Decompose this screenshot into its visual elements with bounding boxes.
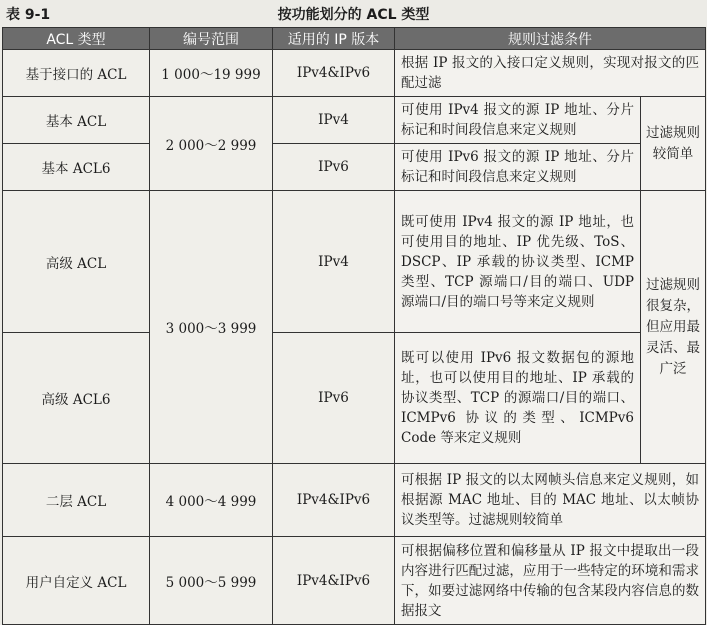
number-range-cell: 5 000～5 999 xyxy=(150,537,273,625)
acl-type-cell: 基本 ACL6 xyxy=(3,144,150,191)
table-caption xyxy=(0,0,707,26)
header-number-range: 编号范围 xyxy=(150,28,273,50)
acl-type-cell: 二层 ACL xyxy=(3,464,150,537)
table-row xyxy=(3,464,706,537)
table-row xyxy=(3,97,706,144)
filter-condition-cell: 可根据偏移位置和偏移量从 IP 报文中提取出一段内容进行匹配过滤，应用于一些特定的环境和需求下，如要过滤网络中传输的包含某段内容信息的数据报文 xyxy=(395,537,706,625)
acl-type-cell: 高级 ACL6 xyxy=(3,333,150,464)
ip-version-cell: IPv4&IPv6 xyxy=(273,537,395,625)
table-row xyxy=(3,191,706,333)
filter-condition-cell: 可根据 IP 报文的以太网帧头信息来定义规则，如根据源 MAC 地址、目的 MAC 地址、以太帧协议类型等。过滤规则较简单 xyxy=(395,464,706,537)
table-row xyxy=(3,333,706,464)
rule-complexity-note: 过滤规则较简单 xyxy=(641,97,706,191)
acl-type-cell: 用户自定义 ACL xyxy=(3,537,150,625)
acl-type-cell: 基本 ACL xyxy=(3,97,150,144)
acl-type-cell: 基于接口的 ACL xyxy=(3,50,150,97)
table-row xyxy=(3,537,706,625)
table-title: 按功能划分的 ACL 类型 xyxy=(277,7,430,23)
ip-version-cell: IPv4 xyxy=(273,97,395,144)
table-number: 表 9-1 xyxy=(6,7,51,23)
ip-version-cell: IPv4 xyxy=(273,191,395,333)
filter-condition-cell: 可使用 IPv4 报文的源 IP 地址、分片标记和时间段信息来定义规则 xyxy=(395,97,641,144)
ip-version-cell: IPv4&IPv6 xyxy=(273,464,395,537)
filter-condition-cell: 根据 IP 报文的入接口定义规则，实现对报文的匹配过滤 xyxy=(395,50,706,97)
header-filter-condition: 规则过滤条件 xyxy=(395,28,706,50)
ip-version-cell: IPv6 xyxy=(273,144,395,191)
table-header-row xyxy=(3,28,706,50)
number-range-cell: 3 000～3 999 xyxy=(150,191,273,464)
table-row xyxy=(3,50,706,97)
rule-complexity-note: 过滤规则很复杂，但应用最灵活、最广泛 xyxy=(641,191,706,464)
header-acl-type: ACL 类型 xyxy=(3,28,150,50)
filter-condition-cell: 既可使用 IPv4 报文的源 IP 地址，也可使用目的地址、IP 优先级、ToS、DSCP、IP 承载的协议类型、ICMP 类型、TCP 源端口/目的端口、UDP 源端口/目的端口号等来定义规则 xyxy=(395,191,641,333)
filter-condition-cell: 可使用 IPv6 报文的源 IP 地址、分片标记和时间段信息来定义规则 xyxy=(395,144,641,191)
filter-condition-cell: 既可以使用 IPv6 报文数据包的源地址，也可以使用目的地址、IP 承载的协议类型、TCP 的源端口/目的端口、ICMPv6 协议的类型、ICMPv6 Code 等来定义规则 xyxy=(395,333,641,464)
number-range-cell: 4 000～4 999 xyxy=(150,464,273,537)
acl-type-cell: 高级 ACL xyxy=(3,191,150,333)
ip-version-cell: IPv6 xyxy=(273,333,395,464)
number-range-cell: 1 000～19 999 xyxy=(150,50,273,97)
table-row xyxy=(3,144,706,191)
acl-type-table xyxy=(2,27,706,625)
ip-version-cell: IPv4&IPv6 xyxy=(273,50,395,97)
header-ip-version: 适用的 IP 版本 xyxy=(273,28,395,50)
number-range-cell: 2 000～2 999 xyxy=(150,97,273,191)
